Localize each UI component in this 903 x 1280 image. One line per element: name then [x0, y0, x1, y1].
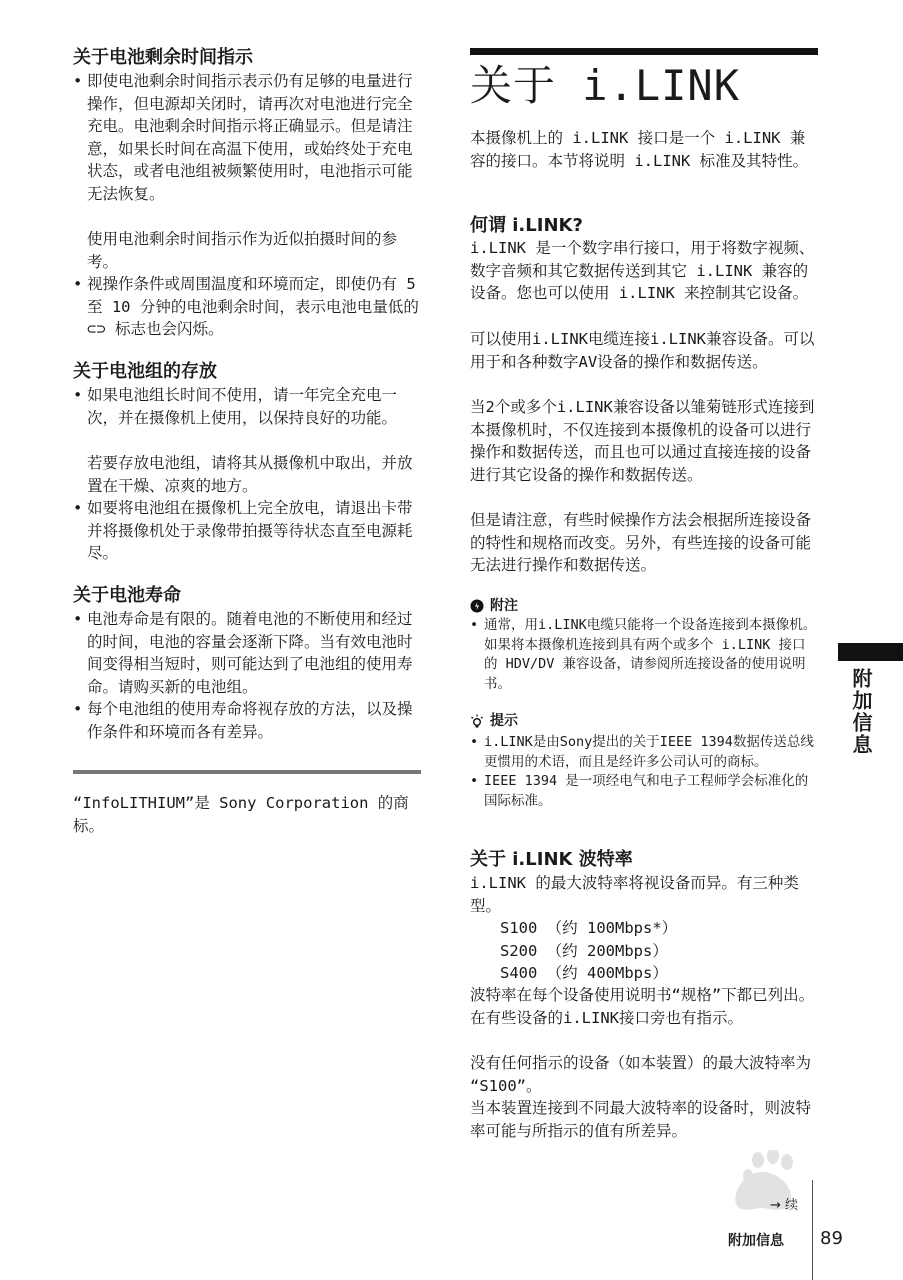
- list-item: • 如果电池组长时间不使用，请一年完全充电一次，并在摄像机上使用，以保持良好的功能。: [73, 384, 423, 429]
- list-item: • 通常，用i.LINK电缆只能将一个设备连接到本摄像机。如果将本摄像机连接到具有两个或多个 i.LINK 接口的 HDV/DV 兼容设备，请参阅所连接设备的使用说明书。: [470, 616, 818, 694]
- baud-para-3: 没有任何指示的设备（如本装置）的最大波特率为 “S100”。: [470, 1054, 812, 1095]
- trademark-note: “InfoLITHIUM”是 Sony Corporation 的商标。: [73, 794, 409, 835]
- page-number: 89: [820, 1228, 843, 1249]
- footer-section-label: 附加信息: [728, 1233, 784, 1249]
- section-title-battery-storage: 关于电池组的存放: [73, 361, 217, 382]
- note-list: [470, 616, 818, 694]
- battery-remaining-list: [73, 70, 423, 205]
- baud-para-1: i.LINK 的最大波特率将视设备而异。有三种类型。: [470, 874, 799, 915]
- section-tab-marker: [838, 643, 903, 661]
- note-icon: [470, 599, 484, 613]
- tip-list: [470, 733, 818, 811]
- list-item: • 即使电池剩余时间指示表示仍有足够的电量进行操作，但电源却关闭时，请再次对电池进行完全充电。电池剩余时间指示将正确显示。但是请注意，如果长时间在高温下使用，或始终处于充电状态，或者电池组被频繁使用时，电池指示可能无法恢复。: [73, 70, 423, 205]
- battery-remaining-list-2: [73, 273, 423, 341]
- list-item: S200 （约 200Mbps）: [500, 941, 668, 960]
- list-item: • 如要将电池组在摄像机上完全放电，请退出卡带并将摄像机处于录像带拍摄等待状态直至电源耗尽。: [73, 497, 423, 565]
- footer-rule: [812, 1180, 813, 1280]
- title-rule: [470, 48, 818, 55]
- ilink-para-4: 但是请注意，有些时候操作方法会根据所连接设备的特性和规格而改变。另外，有些连接的设备可能无法进行操作和数据传送。: [470, 511, 812, 574]
- ilink-para-2: 可以使用i.LINK电缆连接i.LINK兼容设备。可以用于和各种数字AV设备的操作和数据传送。: [470, 330, 815, 371]
- baud-para-2: 波特率在每个设备使用说明书“规格”下都已列出。在有些设备的i.LINK接口旁也有指示。: [470, 986, 815, 1027]
- list-item: • IEEE 1394 是一项经电气和电子工程师学会标准化的国际标准。: [470, 772, 818, 811]
- tip-heading: 提示: [470, 711, 518, 731]
- section-title-what-is-ilink: 何谓 i.LINK?: [470, 215, 583, 236]
- section-divider: [73, 770, 421, 774]
- list-item: • 视操作条件或周围温度和环境而定，即使仍有 5 至 10 分钟的电池剩余时间，表示电池电量低的 ⊂⊃ 标志也会闪烁。: [73, 273, 423, 341]
- list-item: • 每个电池组的使用寿命将视存放的方法，以及操作条件和环境而各有差异。: [73, 698, 423, 743]
- baud-rate-list: [500, 917, 818, 985]
- list-item: S100 （约 100Mbps*）: [500, 919, 678, 937]
- ilink-para-1: i.LINK 是一个数字串行接口，用于将数字视频、数字音频和其它数据传送到其它 i.LINK 兼容的设备。您也可以使用 i.LINK 来控制其它设备。: [470, 239, 815, 302]
- section-title-battery-remaining: 关于电池剩余时间指示: [73, 47, 253, 68]
- ilink-intro: 本摄像机上的 i.LINK 接口是一个 i.LINK 兼容的接口。本节将说明 i.LINK 标准及其特性。: [470, 129, 809, 170]
- list-item: • 电池寿命是有限的。随着电池的不断使用和经过的时间，电池的容量会逐渐下降。当有效电池时间变得相当短时，则可能达到了电池组的使用寿命。请购买新的电池组。: [73, 608, 423, 698]
- section-title-battery-life: 关于电池寿命: [73, 585, 181, 606]
- battery-remaining-note: 使用电池剩余时间指示作为近似拍摄时间的参考。: [87, 230, 398, 271]
- baud-para-4: 当本装置连接到不同最大波特率的设备时，则波特率可能与所指示的值有所差异。: [470, 1099, 812, 1140]
- ilink-para-3: 当2个或多个i.LINK兼容设备以雏菊链形式连接到本摄像机时，不仅连接到本摄像机的设备可以进行操作和数据传送，而且也可以通过直接连接的设备进行其它设备的操作和数据传送。: [470, 398, 815, 484]
- list-item: • i.LINK是由Sony提出的关于IEEE 1394数据传送总线更惯用的术语，而且是经许多公司认可的商标。: [470, 733, 818, 772]
- battery-storage-list: [73, 384, 423, 429]
- list-item: S400 （约 400Mbps）: [500, 964, 668, 982]
- lightbulb-icon: [470, 714, 484, 728]
- battery-life-list: [73, 608, 423, 743]
- battery-storage-note: 若要存放电池组，请将其从摄像机中取出，并放置在干燥、凉爽的地方。: [87, 454, 413, 495]
- page-title: 关于 i.LINK: [470, 61, 741, 110]
- battery-storage-list-2: [73, 497, 423, 565]
- section-title-baud-rate: 关于 i.LINK 波特率: [470, 849, 633, 870]
- baidu-watermark-logo: [640, 1150, 870, 1270]
- note-heading: 附注: [470, 596, 518, 616]
- continued-indicator: → 续: [770, 1198, 799, 1213]
- section-tab-label: 附加信息: [849, 668, 873, 756]
